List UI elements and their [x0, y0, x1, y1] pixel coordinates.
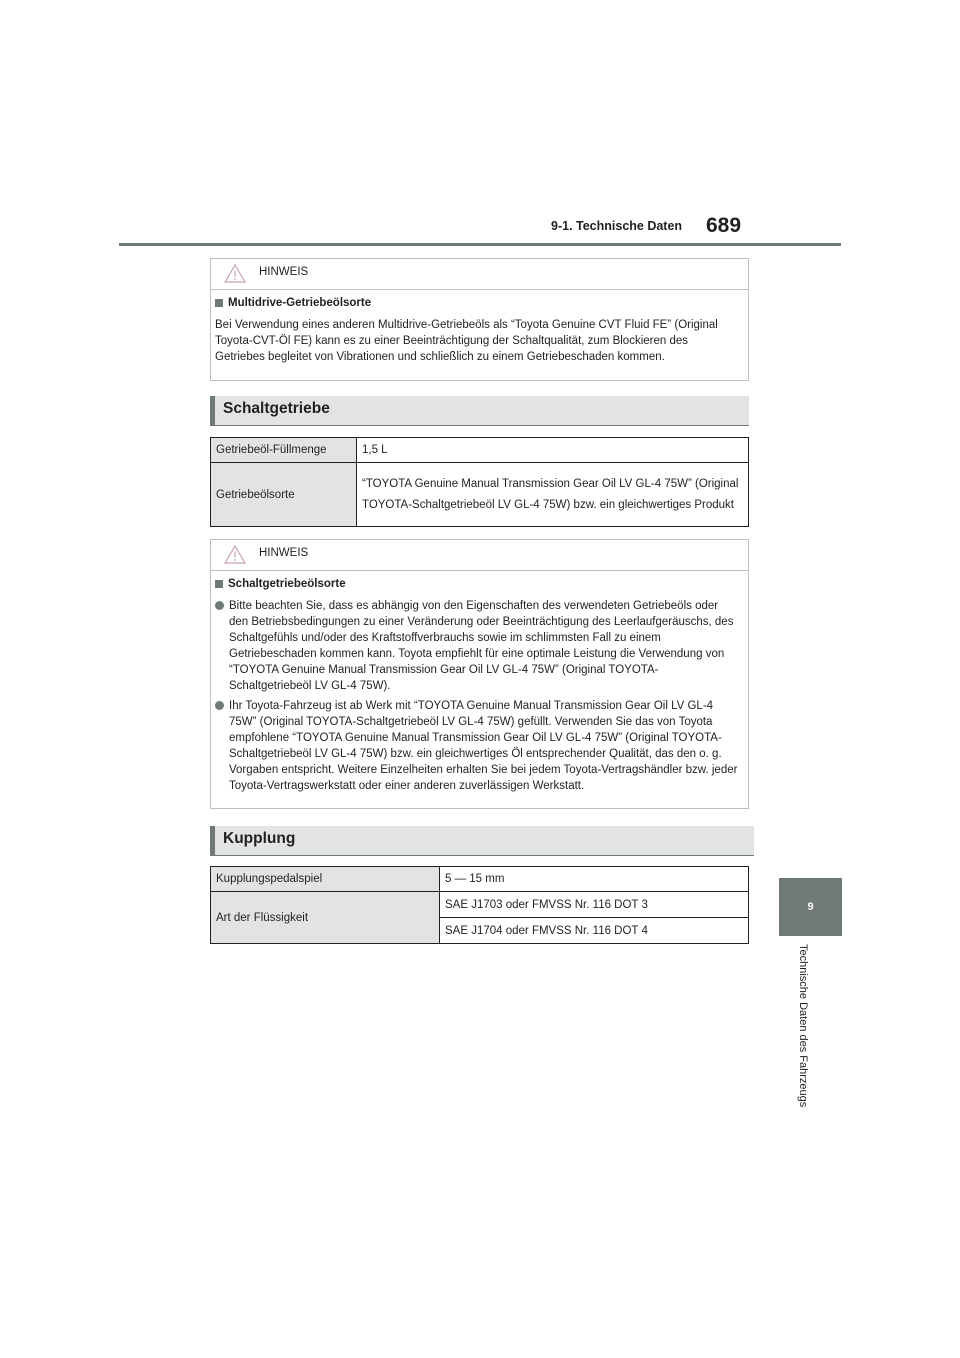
- page-number: 689: [706, 214, 742, 237]
- notice-body: [211, 571, 748, 806]
- square-bullet-icon: [215, 580, 223, 588]
- manual-transmission-table: [210, 437, 749, 527]
- spec-value: SAE J1704 oder FMVSS Nr. 116 DOT 4: [440, 918, 749, 944]
- chapter-label: Technische Daten des Fahrzeugs: [797, 944, 809, 1108]
- header-section-title: 9-1. Technische Daten: [551, 219, 683, 233]
- section-heading-manual-transmission: [210, 396, 749, 426]
- spec-key: Kupplungspedalspiel: [211, 867, 440, 892]
- spec-key: Getriebeölsorte: [211, 463, 357, 527]
- table-row: [211, 438, 749, 463]
- table-row: [211, 463, 749, 527]
- table-row: [211, 892, 749, 918]
- section-title: Kupplung: [223, 830, 296, 847]
- notice-title: HINWEIS: [259, 547, 309, 559]
- notice-box-multidrive: [210, 258, 749, 381]
- spec-key: Getriebeöl-Füllmenge: [211, 438, 357, 463]
- notice-header: [211, 540, 748, 571]
- section-title: Schaltgetriebe: [223, 400, 330, 417]
- spec-key: Art der Flüssigkeit: [211, 892, 440, 944]
- table-row: [211, 867, 749, 892]
- spec-value: 5 — 15 mm: [440, 867, 749, 892]
- list-item: Ihr Toyota-Fahrzeug ist ab Werk mit “TOYOTA Genuine Manual Transmission Gear Oil LV GL-4 75W” (Original TOYOTA-Schaltgetriebeöl LV GL-4 75W) gefüllt. Verwenden Sie das von Toyota empfohlene “TOYOTA Genuine Manual Transmission Gear Oil LV GL-4 75W” (Original TOYOTA-Schaltgetriebeöl LV GL-4 75W) bzw. ein gleichwertiges Öl entsprechender Qualität, das den o. g. Vorgaben entspricht. Weitere Einzelheiten erhalten Sie bei jedem Toyota-Vertragshändler bzw. jeder Toyota-Vertragswerkstatt oder einer anderen zuverlässigen Werkstatt.: [215, 698, 740, 794]
- warning-triangle-icon: [224, 264, 246, 288]
- chapter-tab[interactable]: [779, 878, 842, 936]
- square-bullet-icon: [215, 299, 223, 307]
- notice-header: [211, 259, 748, 290]
- chapter-number: 9: [807, 901, 814, 913]
- warning-triangle-icon: [224, 545, 246, 569]
- notice-text: Bei Verwendung eines anderen Multidrive-Getriebeöls als “Toyota Genuine CVT Fluid FE” (Original Toyota-CVT-Öl FE) kann es zu einer Beeinträchtigung der Schaltqualität, zum Blockieren des Getriebes begleitet von Vibrationen und schließlich zu einem Getriebeschaden kommen.: [215, 319, 718, 363]
- notice-body: [211, 290, 748, 373]
- section-heading-clutch: [210, 826, 754, 856]
- list-item: Bitte beachten Sie, dass es abhängig von den Eigenschaften des verwendeten Getriebeöls oder den Betriebsbedingungen zu einer Veränderung oder Beeinträchtigung des Leerlaufgeräuschs, des Schaltgefühls und/oder des Kraftstoffverbrauchs sowie im schlimmsten Fall zu einem Getriebeschaden kommen kann. Toyota empfiehlt für eine optimale Leistung die Verwendung von “TOYOTA Genuine Manual Transmission Gear Oil LV GL-4 75W” (Original TOYOTA-Schaltgetriebeöl LV GL-4 75W).: [215, 598, 740, 694]
- header-rule: [119, 243, 841, 246]
- notice-title: HINWEIS: [259, 266, 309, 278]
- notice-subheading: Multidrive-Getriebeölsorte: [215, 295, 740, 311]
- clutch-table: [210, 866, 749, 944]
- round-bullet-icon: [215, 701, 224, 710]
- spec-value: SAE J1703 oder FMVSS Nr. 116 DOT 3: [440, 892, 749, 918]
- spec-value: “TOYOTA Genuine Manual Transmission Gear Oil LV GL-4 75W” (Original TOYOTA-Schaltgetriebeöl LV GL-4 75W) bzw. ein gleichwertiges Produkt: [357, 463, 749, 527]
- notice-subheading: Schaltgetriebeölsorte: [215, 576, 740, 592]
- round-bullet-icon: [215, 601, 224, 610]
- notice-box-manual-oil: [210, 539, 749, 809]
- spec-value: 1,5 L: [357, 438, 749, 463]
